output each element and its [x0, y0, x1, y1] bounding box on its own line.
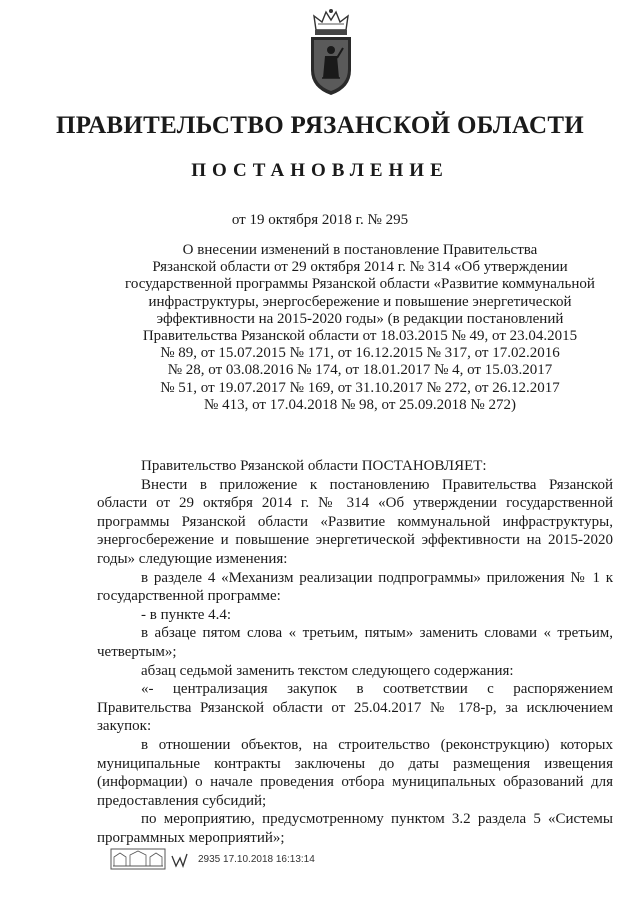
subject-line: № 413, от 17.04.2018 № 98, от 25.09.2018 № 272) [204, 396, 516, 413]
subject-line: Правительства Рязанской области от 18.03.2015 № 49, от 23.04.2015 [142, 328, 578, 345]
document-footer [110, 848, 470, 872]
subject-line: № 28, от 03.08.2016 № 174, от 18.01.2017 № 4, от 15.03.2017 [167, 362, 553, 379]
body-paragraph: по мероприятию, предусмотренному пунктом 3.2 раздела 5 «Системы программных мероприятий»; [97, 811, 613, 846]
ryazan-coat-of-arms-icon [302, 8, 360, 98]
subject-line: государственной программы Рязанской области «Развитие коммунальной [125, 276, 595, 293]
document-date-number: от 19 октября 2018 г. № 295 [231, 212, 409, 228]
body-paragraph: «- централизация закупок в соответствии с распоряжением Правительства Рязанской области от 25.04.2017 № 178-р, за исключением закупок: [97, 681, 613, 735]
subject-line: № 51, от 19.07.2017 № 169, от 31.10.2017 № 272, от 26.12.2017 [160, 379, 560, 396]
document-body [97, 457, 613, 847]
body-paragraph: абзац седьмой заменить текстом следующего содержания: [141, 662, 514, 679]
subject-line: инфраструктуры, энергосбережение и повышение энергетической [148, 293, 572, 310]
body-paragraph: Внести в приложение к постановлению Правительства Рязанской области от 29 октября 2014 г. № 314 «Об утверждении государственной программы Рязанской области «Развитие коммунальной инфраструктуры, энергосбережение и повышение энергетической эффективности на 2015-2020 годы» следующие изменения: [97, 476, 613, 567]
file-info: 2935 17.10.2018 16:13:14 [198, 854, 315, 865]
body-paragraph: в отношении объектов, на строительство (реконструкцию) которых муниципальные контракты заключены до даты размещения извещения (информации) о начале проведения отбора муниципальных образований для предоставления субсидий; [97, 736, 613, 809]
subject-line: О внесении изменений в постановление Правительства [182, 242, 538, 258]
document-stamp-icon [110, 848, 166, 870]
handwritten-mark-icon [170, 850, 190, 870]
resolution-intro: Правительство Рязанской области ПОСТАНОВЛЯЕТ: [141, 458, 487, 474]
document-type: ПОСТАНОВЛЕНИЕ [191, 160, 449, 181]
body-paragraph: - в пункте 4.4: [141, 606, 232, 623]
government-name: ПРАВИТЕЛЬСТВО РЯЗАНСКОЙ ОБЛАСТИ [55, 112, 585, 139]
subject-line: эффективности на 2015-2020 годы» (в редакции постановлений [156, 310, 564, 327]
body-paragraph: в разделе 4 «Механизм реализации подпрограммы» приложения № 1 к государственной программе: [97, 569, 613, 605]
subject-line: Рязанской области от 29 октября 2014 г. № 314 «Об утверждении [152, 259, 568, 276]
body-paragraph: в абзаце пятом слова « третьим, пятым» заменить словами « третьим, четвертым»; [97, 625, 613, 660]
subject-line: № 89, от 15.07.2015 № 171, от 16.12.2015 № 317, от 17.02.2016 [160, 345, 560, 362]
document-subject [110, 242, 610, 414]
